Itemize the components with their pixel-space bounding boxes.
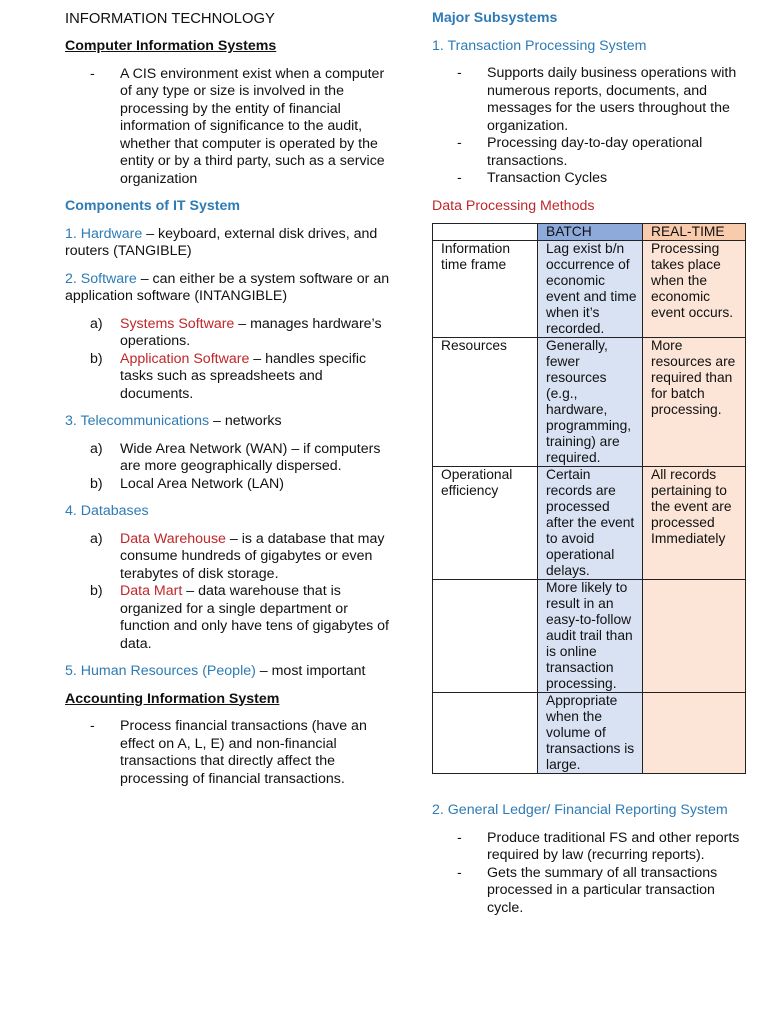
realtime-cell <box>643 693 746 774</box>
list-item: - Produce traditional FS and other reports required by law (recurring reports). <box>457 829 740 863</box>
row-label: Resources <box>433 338 538 467</box>
dpm-heading: Data Processing Methods <box>432 197 595 214</box>
batch-cell: Generally, fewer resources (e.g., hardware, programming, training) are required. <box>538 338 643 467</box>
realtime-cell: More resources are required than for batch processing. <box>643 338 746 467</box>
software-item: 2. Software – can either be a system software or an application software (INTANGIBLE) <box>65 270 390 304</box>
list-item: - Supports daily business operations with numerous reports, documents, and messages for the users throughout the organization. <box>457 65 737 134</box>
right-column <box>432 10 750 927</box>
software-sublist <box>65 316 395 404</box>
table-row <box>433 467 746 580</box>
row-label: Operational efficiency <box>433 467 538 580</box>
realtime-cell: Processing takes place when the economic event occurs. <box>643 241 746 338</box>
ais-heading: Accounting Information System <box>65 690 280 707</box>
cis-heading: Computer Information Systems <box>65 38 277 54</box>
cis-list <box>65 66 395 189</box>
table-header-row <box>433 224 746 241</box>
list-item: b) Data Mart – data warehouse that is organized for a single department or function and only have tens of gigabytes of data. <box>90 583 389 652</box>
batch-cell: Lag exist b/n occurrence of economic event and time when it’s recorded. <box>538 241 643 338</box>
table-row <box>433 693 746 774</box>
telecom-item: 3. Telecommunications – networks <box>65 413 282 429</box>
table-row <box>433 241 746 338</box>
tps-list <box>432 65 750 188</box>
header-batch: BATCH <box>538 224 643 241</box>
databases-sublist <box>65 531 395 654</box>
list-item: - A CIS environment exist when a computer of any type or size is involved in the processing by the entity of financial information of significance to the audit, whether that computer is operated by the entity or by a third party, such as a service organization <box>90 65 385 187</box>
list-item: - Transaction Cycles <box>457 170 608 186</box>
major-subsystems-heading: Major Subsystems <box>432 10 558 26</box>
gl-list <box>432 830 750 918</box>
realtime-cell <box>643 580 746 693</box>
row-label <box>433 580 538 693</box>
list-item: - Processing day-to-day operational transactions. <box>457 135 703 169</box>
row-label <box>433 693 538 774</box>
batch-cell: Certain records are processed after the event to avoid operational delays. <box>538 467 643 580</box>
list-item: a) Data Warehouse – is a database that may consume hundreds of gigabytes or even terabytes of disk storage. <box>90 530 385 582</box>
table-row <box>433 338 746 467</box>
tps-heading: 1. Transaction Processing System <box>432 37 647 54</box>
gl-heading: 2. General Ledger/ Financial Reporting System <box>432 802 728 818</box>
list-item: - Process financial transactions (have an effect on A, L, E) and non-financial transactions that directly affect the processing of financial transactions. <box>90 718 367 787</box>
ais-list <box>65 718 395 788</box>
batch-cell: Appropriate when the volume of transactions is large. <box>538 693 643 774</box>
hardware-item: 1. Hardware – keyboard, external disk drives, and routers (TANGIBLE) <box>65 225 378 259</box>
list-item: b) Local Area Network (LAN) <box>90 475 285 492</box>
row-label: Information time frame <box>433 241 538 338</box>
data-processing-table <box>432 223 746 774</box>
realtime-cell: All records pertaining to the event are processed Immediately <box>643 467 746 580</box>
components-heading: Components of IT System <box>65 198 240 214</box>
list-item: a) Systems Software – manages hardware’s operations. <box>90 315 382 349</box>
list-item: a) Wide Area Network (WAN) – if computers are more geographically dispersed. <box>90 440 381 474</box>
hr-item: 5. Human Resources (People) – most important <box>65 663 366 679</box>
header-empty-cell <box>433 224 538 241</box>
list-item: b) Application Software – handles specific tasks such as spreadsheets and documents. <box>90 350 367 402</box>
table-row <box>433 580 746 693</box>
databases-item: 4. Databases <box>65 503 149 519</box>
batch-cell: More likely to result in an easy-to-follow audit trail than is online transaction processing. <box>538 580 643 693</box>
telecom-sublist <box>65 441 395 494</box>
list-item: - Gets the summary of all transactions processed in a particular transaction cycle. <box>457 864 718 916</box>
header-realtime: REAL-TIME <box>643 224 746 241</box>
left-column <box>65 10 395 798</box>
page-title: INFORMATION TECHNOLOGY <box>65 11 275 27</box>
